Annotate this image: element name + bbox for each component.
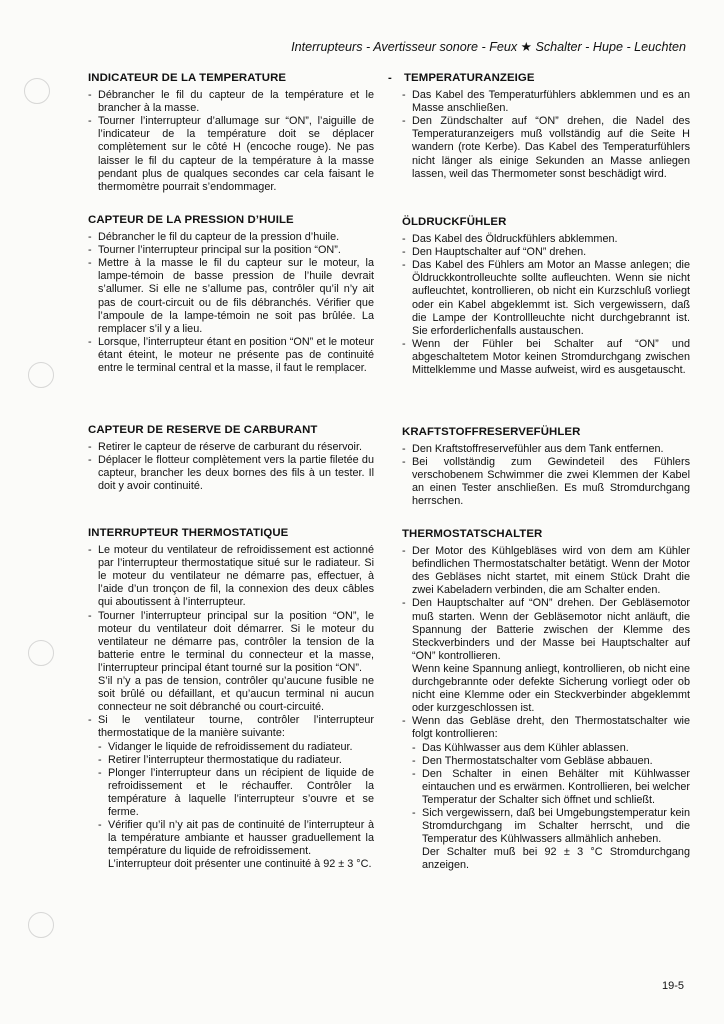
sub-list-item: - Plonger l’interrupteur dans un récipient de liquide de refroidissement et le réchauffer. Contrôler la température à laquelle l’interrupteur s’ouvre et se ferme. <box>98 767 374 819</box>
list-item: - Wenn der Fühler bei Schalter auf “ON” und abgeschaltetem Motor keinen Stromdurchgang zwischen Mittelklemme und Masse aufweist, wird es ausgetauscht. <box>402 338 690 377</box>
list-item: - Das Kabel des Öldruckfühlers abklemmen. <box>402 233 690 246</box>
sub-list-item: - Den Schalter in einen Behälter mit Kühlwasser eintauchen und es erwärmen. Kontrollieren, bei welcher Temperatur der Schalter sich öffnet und schließt. <box>412 768 690 807</box>
list-item: - Tourner l’interrupteur principal sur la position “ON”, le moteur du ventilateur doit démarrer. Si le moteur du ventilateur ne démarre pas, contrôler la tension de la batterie entre le terminal du connecteur et la masse, l’interrupteur principal étant tourné sur la position “ON”. <box>88 610 374 675</box>
list-item: - Den Hauptschalter auf “ON” drehen. Der Gebläsemotor muß starten. Wenn der Gebläsemotor nicht anläuft, die Spannung der Batterie zwischen der Klemme des Steckverbinders und der Masse bei Hauptschalter auf “ON” kontrollieren. <box>402 597 690 662</box>
section-kraftstoffreservefuehler <box>402 426 690 509</box>
binder-hole-mark <box>28 640 54 666</box>
continuity-note: Der Schalter muß bei 92 ± 3 °C Stromdurchgang anzeigen. <box>422 846 690 872</box>
sub-list-item: - Den Thermostatschalter vom Gebläse abbauen. <box>412 755 690 768</box>
sub-list-item: - Das Kühlwasser aus dem Kühler ablassen. <box>412 742 690 755</box>
list-item: - Retirer le capteur de réserve de carburant du réservoir. <box>88 441 374 454</box>
list-item: - Le moteur du ventilateur de refroidissement est actionné par l’interrupteur thermostatique situé sur le radiateur. Si le moteur du ventilateur ne démarre pas, effectuer, à l’aide d’un tronçon de fil, la connexion des deux câbles qui aboutissent à l’interrupteur. <box>88 544 374 609</box>
sub-list-item: - Sich vergewissern, daß bei Umgebungstemperatur kein Stromdurchgang im Schalter herrscht, und die Temperatur des Kühlwassers allmählich anheben. <box>412 807 690 846</box>
list-item: - Lorsque, l’interrupteur étant en position “ON” et le moteur étant éteint, le moteur ne présente pas de continuité entre le terminal central et la masse, il faut le remplacer. <box>88 336 374 375</box>
section-oil-pressure-sensor <box>88 214 374 375</box>
section-heading: CAPTEUR DE LA PRESSION D’HUILE <box>88 214 294 226</box>
binder-hole-mark <box>28 912 54 938</box>
list-item: - Bei vollständig zum Gewindeteil des Fühlers verschobenem Schwimmer die zwei Klemmen der Kabel an einen Tester anschließen. Es muß Stromdurchgang herrschen. <box>402 456 690 508</box>
section-fuel-reserve-sensor <box>88 424 374 493</box>
section-oeldruckfuehler <box>402 216 690 377</box>
list-item: - Tourner l’interrupteur d’allumage sur “ON”, l’aiguille de l’indicateur de la température doit se déplacer complètement sur le côté H (encoche rouge). Ne pas laisser le fil du capteur de la température à la masse pendant plus de qualques secondes car cela faisant le thermomètre pourrait s’endommager. <box>88 115 374 194</box>
sub-list-item: - Vidanger le liquide de refroidissement du radiateur. <box>98 741 374 754</box>
page-number: 19-5 <box>662 980 685 992</box>
list-item: - Den Zündschalter auf “ON” drehen, die Nadel des Temperaturanzeigers muß vollständig auf die Seite H wandern (rote Kerbe). Das Kabel des Temperaturfühlers nicht länger als einige Sekunden an Masse anliegen lassen, weil das Thermometer sonst beschädigt wird. <box>402 115 690 180</box>
list-item: - Das Kabel des Fühlers am Motor an Masse anlegen; die Öldruckkontrolleuchte sollte aufleuchten. Wenn sie nicht aufleuchtet, kontrollieren, ob nicht ein Kurzschluß vorliegt oder ein Kabel abgeklemmt ist. Sich vergewissern, daß die Lampe der Kontrollleuchte nicht durchgebrannt ist. Sie erforderlichenfalls austauschen. <box>402 259 690 338</box>
continuity-note: L’interrupteur doit présenter une continuité à 92 ± 3 °C. <box>108 858 372 871</box>
section-thermostatic-switch <box>88 527 374 871</box>
list-item: - Wenn das Gebläse dreht, den Thermostatschalter wie folgt kontrollieren: <box>402 715 690 741</box>
list-item: - Débrancher le fil du capteur de la température et le brancher à la masse. <box>88 89 374 115</box>
list-item: - Den Hauptschalter auf “ON” drehen. <box>402 246 690 259</box>
section-temperaturanzeige <box>388 72 690 181</box>
list-item: - Tourner l’interrupteur principal sur la position “ON”. <box>88 244 374 257</box>
heading-text: TEMPERATURANZEIGE <box>404 72 535 84</box>
section-heading: INDICATEUR DE LA TEMPERATURE <box>88 72 287 84</box>
list-item: Wenn keine Spannung anliegt, kontrollieren, ob nicht eine durchgebrannte oder defekte Sicherung vorliegt oder ob nicht eine Klemme oder ein Steckverbinder abgeklemmt oder kurzgeschlossen ist. <box>412 662 690 715</box>
section-heading: INTERRUPTEUR THERMOSTATIQUE <box>88 527 289 539</box>
list-item: S’il n’y a pas de tension, contrôler qu’aucune fusible ne soit brûlé ou défaillant, et qu’aucun terminal ni aucun connecteur ne soit débranché ou court-circuité. <box>98 675 374 714</box>
heading-dash: - <box>388 72 392 84</box>
section-heading: ÖLDRUCKFÜHLER <box>402 216 507 228</box>
list-item: - Si le ventilateur tourne, contrôler l’interrupteur thermostatique de la manière suivante: <box>88 714 374 740</box>
list-item: - Das Kabel des Temperaturfühlers abklemmen und es an Masse anschließen. <box>402 89 690 115</box>
page-header: Interrupteurs - Avertisseur sonore - Feux ★ Schalter - Hupe - Leuchten <box>291 40 686 54</box>
section-thermostatschalter <box>402 528 690 872</box>
list-item: - Déplacer le flotteur complètement vers la partie filetée du capteur, brancher les deux bornes des fils à un tester. Il doit y avoir continuité. <box>88 454 374 493</box>
section-heading: KRAFTSTOFFRESERVEFÜHLER <box>402 426 581 438</box>
list-item: - Der Motor des Kühlgebläses wird von dem am Kühler befindlichen Thermostatschalter betätigt. Wenn der Motor des Gebläses nicht startet, mit einem Stück Draht die zwei Kabeladern verbinden, die am Schalter enden. <box>402 545 690 597</box>
section-heading: CAPTEUR DE RESERVE DE CARBURANT <box>88 424 318 436</box>
sub-list-item: - Vérifier qu’il n’y ait pas de continuité de l’interrupteur à la température ambiante et hausser graduellement la température du liquide de refroidissement. <box>98 819 374 858</box>
section-temperature-indicator <box>88 72 374 194</box>
section-heading: THERMOSTATSCHALTER <box>402 528 543 540</box>
list-item: - Den Kraftstoffreservefühler aus dem Tank entfernen. <box>402 443 690 456</box>
binder-hole-mark <box>24 78 50 104</box>
section-heading <box>388 72 690 85</box>
list-item: - Débrancher le fil du capteur de la pression d’huile. <box>88 231 374 244</box>
binder-hole-mark <box>28 362 54 388</box>
list-item: - Mettre à la masse le fil du capteur sur le moteur, la lampe-témoin de basse pression de l’huile devrait s’allumer. Si elle ne s’allume pas, contrôler qu’il n’y ait pas de court-circuit ou de fils débranchés. Vérifier que l’ampoule de la lampe-témoin ne soit pas brûlée. La remplacer s’il y a lieu. <box>88 257 374 336</box>
sub-list-item: - Retirer l’interrupteur thermostatique du radiateur. <box>98 754 374 767</box>
